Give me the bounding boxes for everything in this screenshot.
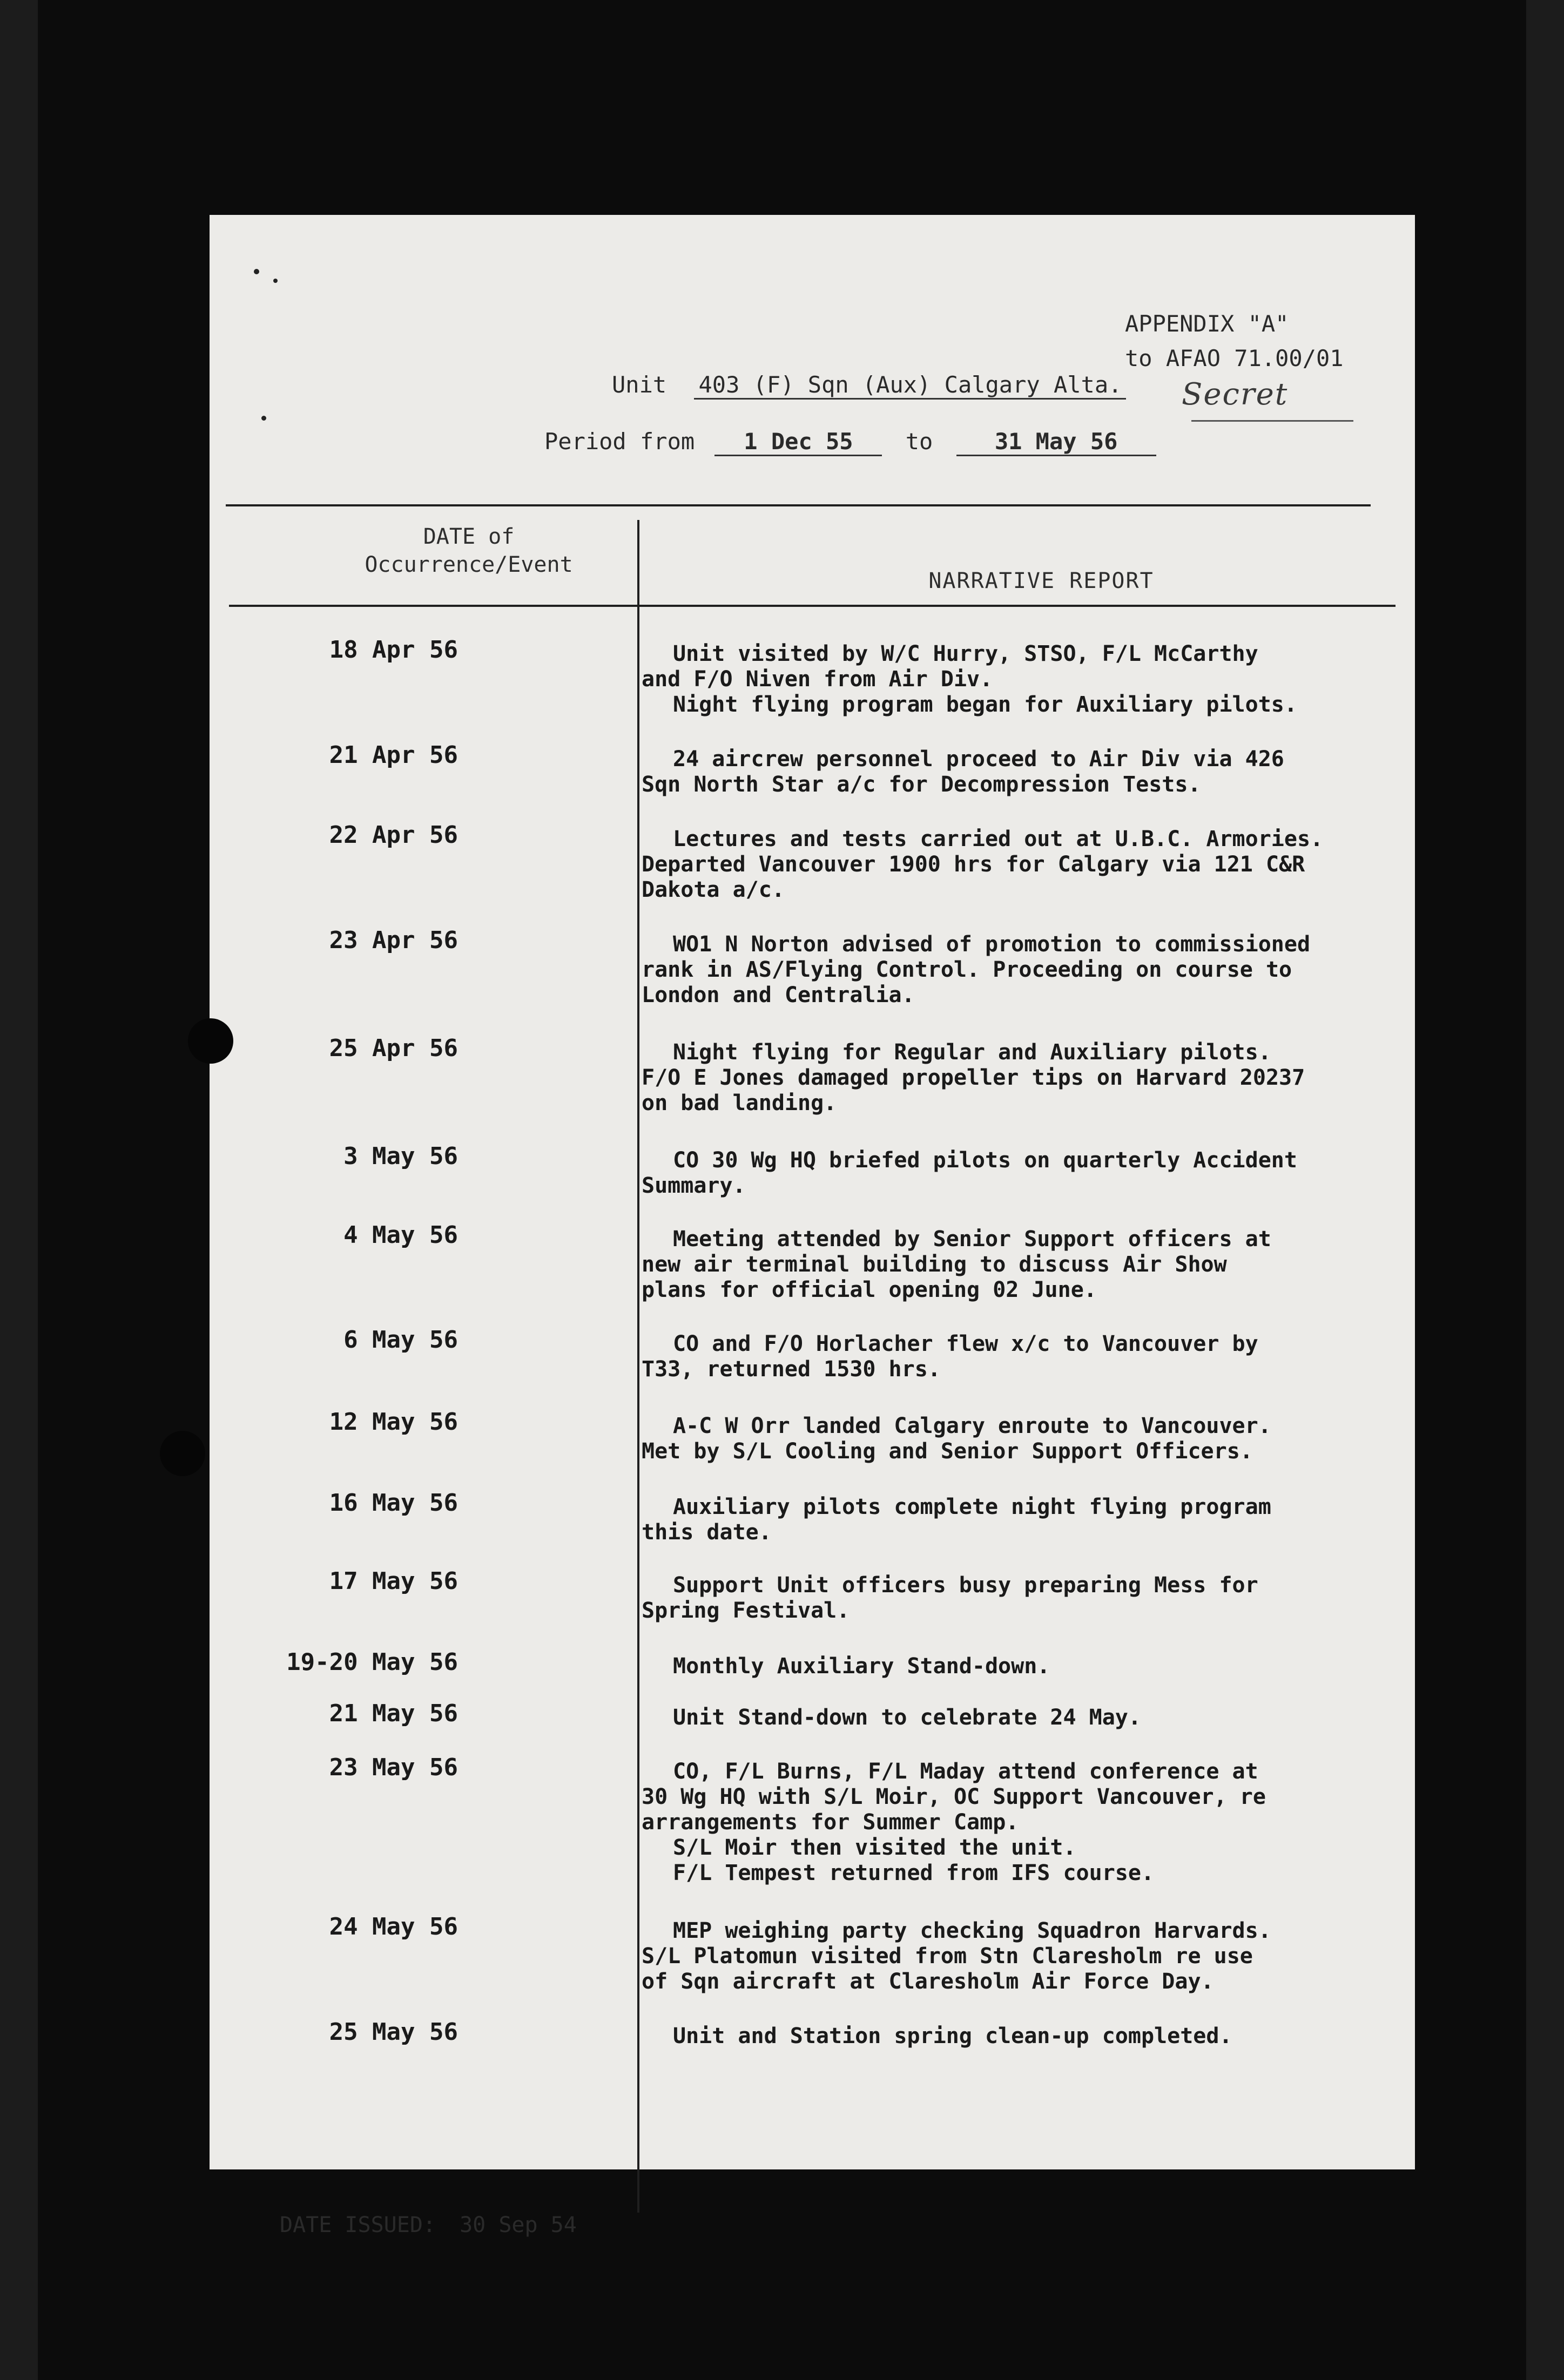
date-header-line: Occurrence/Event <box>365 552 573 577</box>
narrative-line: F/L Tempest returned from IFS course. <box>673 1861 1155 1885</box>
entry-date: 23 May 56 <box>329 1754 458 1781</box>
classification-underline <box>1191 420 1353 422</box>
period-row <box>544 428 1156 456</box>
narrative-line: of Sqn aircraft at Claresholm Air Force Day. <box>642 1969 1214 1994</box>
narrative-line: Monthly Auxiliary Stand-down. <box>673 1654 1050 1679</box>
narrative-line: arrangements for Summer Camp. <box>642 1810 1019 1835</box>
entry-narrative <box>642 1414 1398 1464</box>
narrative-line: Support Unit officers busy preparing Mess for <box>673 1573 1258 1598</box>
entry-narrative <box>642 747 1398 797</box>
narrative-line: WO1 N Norton advised of promotion to commissioned <box>673 932 1311 957</box>
unit-value: 403 (F) Sqn (Aux) Calgary Alta. <box>694 371 1126 400</box>
narrative-line: Night flying for Regular and Auxiliary pilots. <box>673 1040 1271 1065</box>
entry-date: 4 May 56 <box>343 1221 458 1249</box>
entry-narrative <box>642 1654 1398 1679</box>
narrative-line: this date. <box>642 1520 772 1545</box>
narrative-line: S/L Platomun visited from Stn Claresholm re use <box>642 1944 1253 1969</box>
date-issued-value: 30 Sep 54 <box>460 2213 577 2237</box>
narrative-line: Meeting attended by Senior Support officers at <box>673 1227 1271 1252</box>
period-to-label: to <box>905 428 933 455</box>
entry-narrative <box>642 1495 1398 1545</box>
narrative-line: T33, returned 1530 hrs. <box>642 1357 941 1382</box>
appendix-reference <box>1125 307 1344 376</box>
narrative-column-header: NARRATIVE REPORT <box>928 569 1154 593</box>
entry-narrative <box>642 2024 1398 2049</box>
narrative-line: CO, F/L Burns, F/L Maday attend conference at <box>673 1759 1258 1784</box>
narrative-line: Summary. <box>642 1173 746 1198</box>
entry-narrative <box>642 1331 1398 1382</box>
narrative-line: MEP weighing party checking Squadron Harvards. <box>673 1918 1271 1943</box>
entry-date: 23 Apr 56 <box>329 927 458 954</box>
narrative-line: Dakota a/c. <box>642 877 785 902</box>
document-page <box>210 215 1415 2237</box>
entry-date: 6 May 56 <box>343 1326 458 1354</box>
entry-date: 3 May 56 <box>343 1142 458 1170</box>
entry-narrative <box>642 1148 1398 1199</box>
narrative-line: Auxiliary pilots complete night flying program <box>673 1495 1271 1519</box>
appendix-line: APPENDIX "A" <box>1125 310 1289 337</box>
speck <box>273 279 278 283</box>
narrative-line: plans for official opening 02 June. <box>642 1277 1097 1302</box>
entry-narrative <box>642 1040 1398 1116</box>
table-header-rule <box>229 605 1396 607</box>
entry-narrative <box>642 1918 1398 1994</box>
narrative-line: new air terminal building to discuss Air Show <box>642 1252 1227 1277</box>
speck <box>261 416 266 421</box>
entry-narrative <box>642 827 1398 903</box>
date-issued <box>280 2213 577 2237</box>
entry-date: 18 Apr 56 <box>329 636 458 664</box>
appendix-line: to AFAO 71.00/01 <box>1125 345 1344 371</box>
narrative-line: 30 Wg HQ with S/L Moir, OC Support Vancouver, re <box>642 1784 1266 1809</box>
narrative-line: F/O E Jones damaged propeller tips on Harvard 20237 <box>642 1065 1305 1090</box>
speck <box>254 269 259 274</box>
entry-date: 21 Apr 56 <box>329 741 458 769</box>
unit-row <box>612 371 1126 400</box>
punch-hole <box>160 1431 205 1476</box>
unit-label: Unit <box>612 371 667 398</box>
entry-date: 25 Apr 56 <box>329 1035 458 1062</box>
entry-narrative <box>642 641 1398 718</box>
narrative-line: Night flying program began for Auxiliary pilots. <box>673 692 1297 717</box>
narrative-line: Unit Stand-down to celebrate 24 May. <box>673 1705 1141 1730</box>
period-label: Period from <box>544 428 695 455</box>
entry-narrative <box>642 1759 1398 1886</box>
entry-date: 21 May 56 <box>329 1700 458 1727</box>
narrative-line: Unit and Station spring clean-up completed. <box>673 2024 1232 2048</box>
narrative-line: 24 aircrew personnel proceed to Air Div via 426 <box>673 747 1284 772</box>
film-border-right <box>1526 0 1564 2380</box>
entry-narrative <box>642 932 1398 1008</box>
narrative-line: Sqn North Star a/c for Decompression Tests. <box>642 772 1201 797</box>
narrative-line: rank in AS/Flying Control. Proceeding on course to <box>642 957 1292 982</box>
narrative-line: S/L Moir then visited the unit. <box>673 1835 1076 1860</box>
table-top-rule <box>226 504 1371 506</box>
narrative-line: on bad landing. <box>642 1091 837 1115</box>
date-header-line: DATE of <box>423 524 515 549</box>
period-from-value: 1 Dec 55 <box>714 428 882 456</box>
entry-date: 12 May 56 <box>329 1408 458 1436</box>
entry-narrative <box>642 1227 1398 1303</box>
classification-stamp: Secret <box>1182 377 1289 412</box>
entry-date: 17 May 56 <box>329 1567 458 1595</box>
narrative-line: and F/O Niven from Air Div. <box>642 667 993 692</box>
entry-date: 24 May 56 <box>329 1913 458 1940</box>
narrative-line: Departed Vancouver 1900 hrs for Calgary via 121 C&R <box>642 852 1305 877</box>
entry-date: 22 Apr 56 <box>329 821 458 849</box>
narrative-line: A-C W Orr landed Calgary enroute to Vancouver. <box>673 1414 1271 1438</box>
film-border-left <box>0 0 38 2380</box>
narrative-line: Lectures and tests carried out at U.B.C. Armories. <box>673 827 1324 851</box>
entry-date: 25 May 56 <box>329 2018 458 2046</box>
date-issued-label: DATE ISSUED: <box>280 2213 436 2237</box>
narrative-line: London and Centralia. <box>642 983 915 1008</box>
table-column-divider <box>637 520 639 2213</box>
narrative-line: Met by S/L Cooling and Senior Support Officers. <box>642 1439 1253 1464</box>
narrative-line: CO and F/O Horlacher flew x/c to Vancouver by <box>673 1331 1258 1356</box>
period-to-value: 31 May 56 <box>956 428 1156 456</box>
narrative-line: Unit visited by W/C Hurry, STSO, F/L McCarthy <box>673 641 1258 666</box>
narrative-line: CO 30 Wg HQ briefed pilots on quarterly Accident <box>673 1148 1297 1173</box>
entry-date: 19-20 May 56 <box>286 1648 458 1676</box>
narrative-line: Spring Festival. <box>642 1598 850 1623</box>
date-column-header <box>339 523 598 579</box>
entry-date: 16 May 56 <box>329 1489 458 1517</box>
entry-narrative <box>642 1705 1398 1730</box>
entry-narrative <box>642 1573 1398 1624</box>
